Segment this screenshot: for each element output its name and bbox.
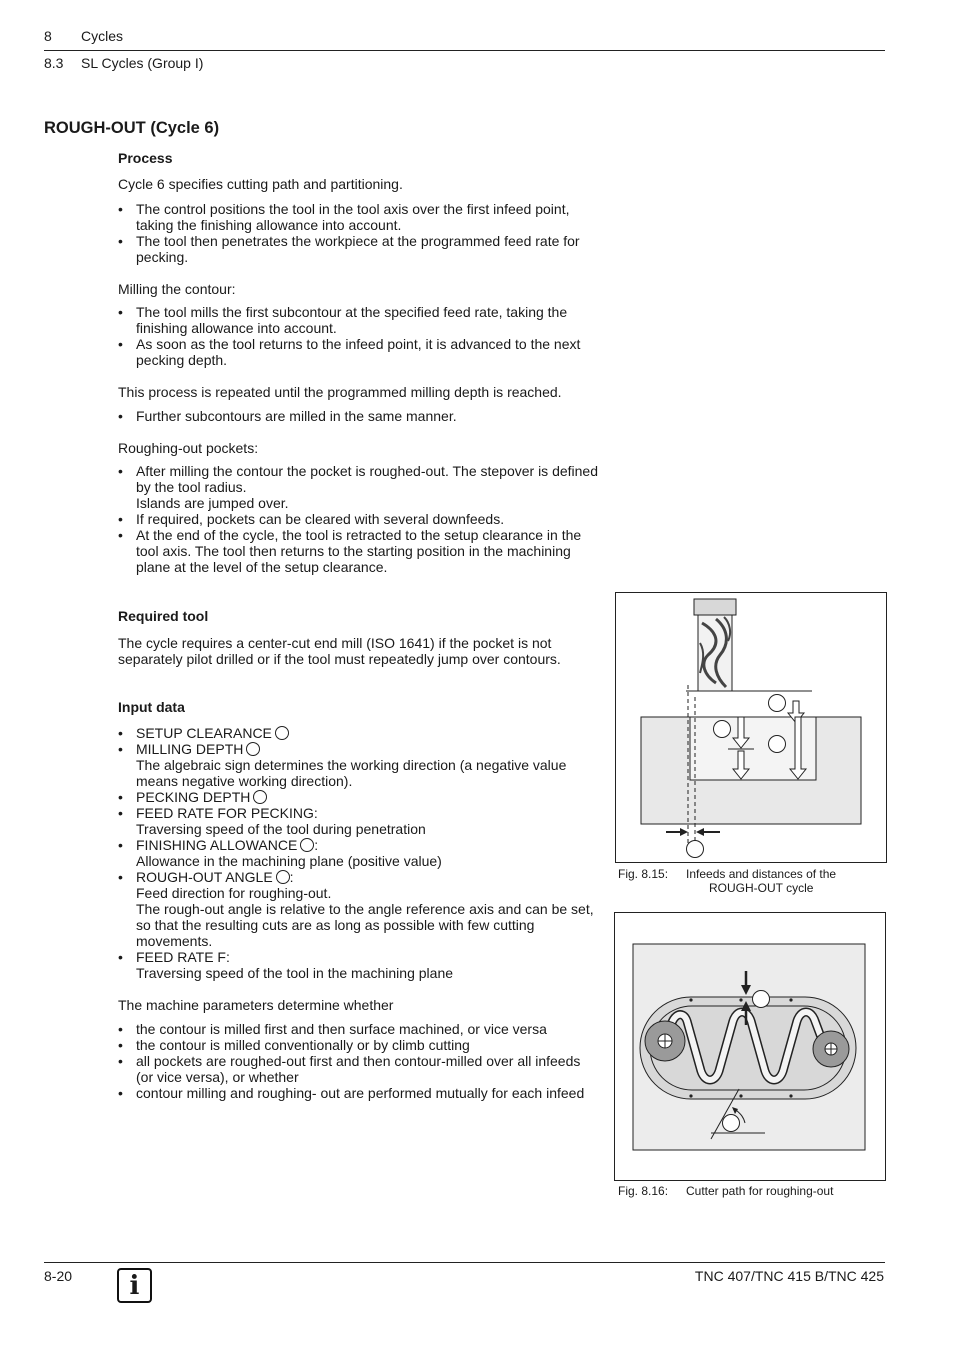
ref-circle-icon: [276, 870, 290, 884]
list-item: [118, 869, 600, 949]
infeed-diagram: [616, 593, 886, 862]
machine-intro: The machine parameters determine whether: [118, 997, 394, 1013]
input-list: [118, 725, 600, 981]
process-intro: Cycle 6 specifies cutting path and partitioning.: [118, 176, 403, 192]
list-item: [118, 789, 600, 805]
list-item: [118, 949, 600, 981]
feed-rate-label: FEED RATE F:: [136, 949, 230, 965]
colon: :: [314, 837, 319, 853]
list-item: • all pockets are roughed-out first and then contour-milled over all infeeds (or vice versa), or whether: [118, 1053, 600, 1085]
figure-caption: Infeeds and distances of the: [686, 867, 837, 881]
cutter-path-diagram: [615, 913, 885, 1180]
required-tool-text: The cycle requires a center-cut end mill (ISO 1641) if the pocket is not separately pilot drilled or if the tool must repeatedly jump over contours.: [118, 635, 561, 667]
setup-clearance-label: SETUP CLEARANCE: [136, 725, 272, 741]
feed-rate-desc: Traversing speed of the tool in the machining plane: [136, 965, 454, 981]
product-name: TNC 407/TNC 415 B/TNC 425: [694, 1268, 884, 1284]
milling-depth-label: MILLING DEPTH: [136, 741, 244, 757]
finishing-allowance-desc: Allowance in the machining plane (positive value): [136, 853, 442, 869]
list-item: • the contour is milled conventionally or by climb cutting: [118, 1037, 600, 1053]
roughing-label: Roughing-out pockets:: [118, 440, 259, 456]
figure-infeeds: [615, 592, 887, 863]
figure-caption: Cutter path for roughing-out: [686, 1184, 834, 1198]
pecking-depth-label: PECKING DEPTH: [136, 789, 251, 805]
process-heading: Process: [118, 150, 173, 166]
cutter-right: [813, 1031, 849, 1067]
page-title: ROUGH-OUT (Cycle 6): [44, 119, 220, 137]
feed-pecking-label: FEED RATE FOR PECKING:: [136, 805, 318, 821]
list-item: • The tool then penetrates the workpiece at the programmed feed rate for pecking.: [118, 233, 600, 265]
figure-caption: ROUGH-OUT cycle: [709, 881, 814, 895]
process-list-1: [118, 201, 600, 265]
milling-depth-desc: The algebraic sign determines the working direction (a negative value means negative working direction).: [136, 757, 567, 789]
rough-out-angle-desc1: Feed direction for roughing-out.: [136, 885, 332, 901]
rough-out-angle-label: ROUGH-OUT ANGLE: [136, 869, 273, 885]
milling-label: Milling the contour:: [118, 281, 236, 297]
required-tool-heading: Required tool: [118, 608, 209, 624]
section-number: 8.3: [44, 55, 64, 71]
chapter-number: 8: [44, 28, 52, 44]
chapter-title: Cycles: [81, 28, 124, 44]
list-item: • If required, pockets can be cleared with several downfeeds.: [118, 511, 600, 527]
ref-circle-icon: [246, 742, 260, 756]
list-item-text: Islands are jumped over.: [136, 495, 289, 511]
list-item: • Further subcontours are milled in the same manner.: [118, 408, 600, 424]
ref-circle-icon: [300, 838, 314, 852]
process-list-3: [118, 408, 600, 424]
colon: :: [289, 869, 294, 885]
ref-circle-icon: [275, 726, 289, 740]
process-list-2: [118, 304, 600, 368]
list-item: [118, 463, 600, 511]
header-rule: [44, 50, 885, 51]
list-item: • The tool mills the first subcontour at the specified feed rate, taking the finishing allowance into account.: [118, 304, 600, 336]
cutter-left: [645, 1021, 685, 1061]
list-item: • As soon as the tool returns to the infeed point, it is advanced to the next pecking depth.: [118, 336, 600, 368]
info-icon: i: [117, 1268, 152, 1303]
main-column: [118, 150, 600, 1101]
figure-number: Fig. 8.15:: [618, 867, 669, 881]
figure-number: Fig. 8.16:: [618, 1184, 669, 1198]
list-item: • At the end of the cycle, the tool is retracted to the setup clearance in the tool axis. The tool then returns to the starting position in the machining plane at the level of the setup clearance.: [118, 527, 600, 575]
list-item: [118, 725, 600, 741]
list-item: • the contour is milled first and then surface machined, or vice versa: [118, 1021, 600, 1037]
tool-shank: [694, 599, 736, 615]
list-item: [118, 805, 600, 837]
list-item-text: After milling the contour the pocket is roughed-out. The stepover is defined by the tool radius.: [136, 463, 599, 495]
finishing-allowance-label: FINISHING ALLOWANCE: [136, 837, 298, 853]
repeat-text: This process is repeated until the programmed milling depth is reached.: [118, 384, 562, 400]
list-item: [118, 837, 600, 869]
section-title: SL Cycles (Group I): [81, 55, 204, 71]
list-item: • contour milling and roughing- out are performed mutually for each infeed: [118, 1085, 600, 1101]
figure-cutter-path: [614, 912, 886, 1181]
list-item: [118, 741, 600, 789]
machine-list: [118, 1021, 600, 1101]
rough-out-angle-desc2: The rough-out angle is relative to the angle reference axis and can be set, so that the resulting cuts are as long as possible with few cutting movements.: [136, 901, 594, 949]
list-item: • The control positions the tool in the tool axis over the first infeed point, taking the finishing allowance into account.: [118, 201, 600, 233]
ref-circle-icon: [253, 790, 267, 804]
process-list-4: [118, 463, 600, 575]
footer-rule: [44, 1262, 885, 1263]
input-heading: Input data: [118, 699, 185, 715]
page-number: 8-20: [44, 1268, 73, 1284]
feed-pecking-desc: Traversing speed of the tool during penetration: [136, 821, 426, 837]
